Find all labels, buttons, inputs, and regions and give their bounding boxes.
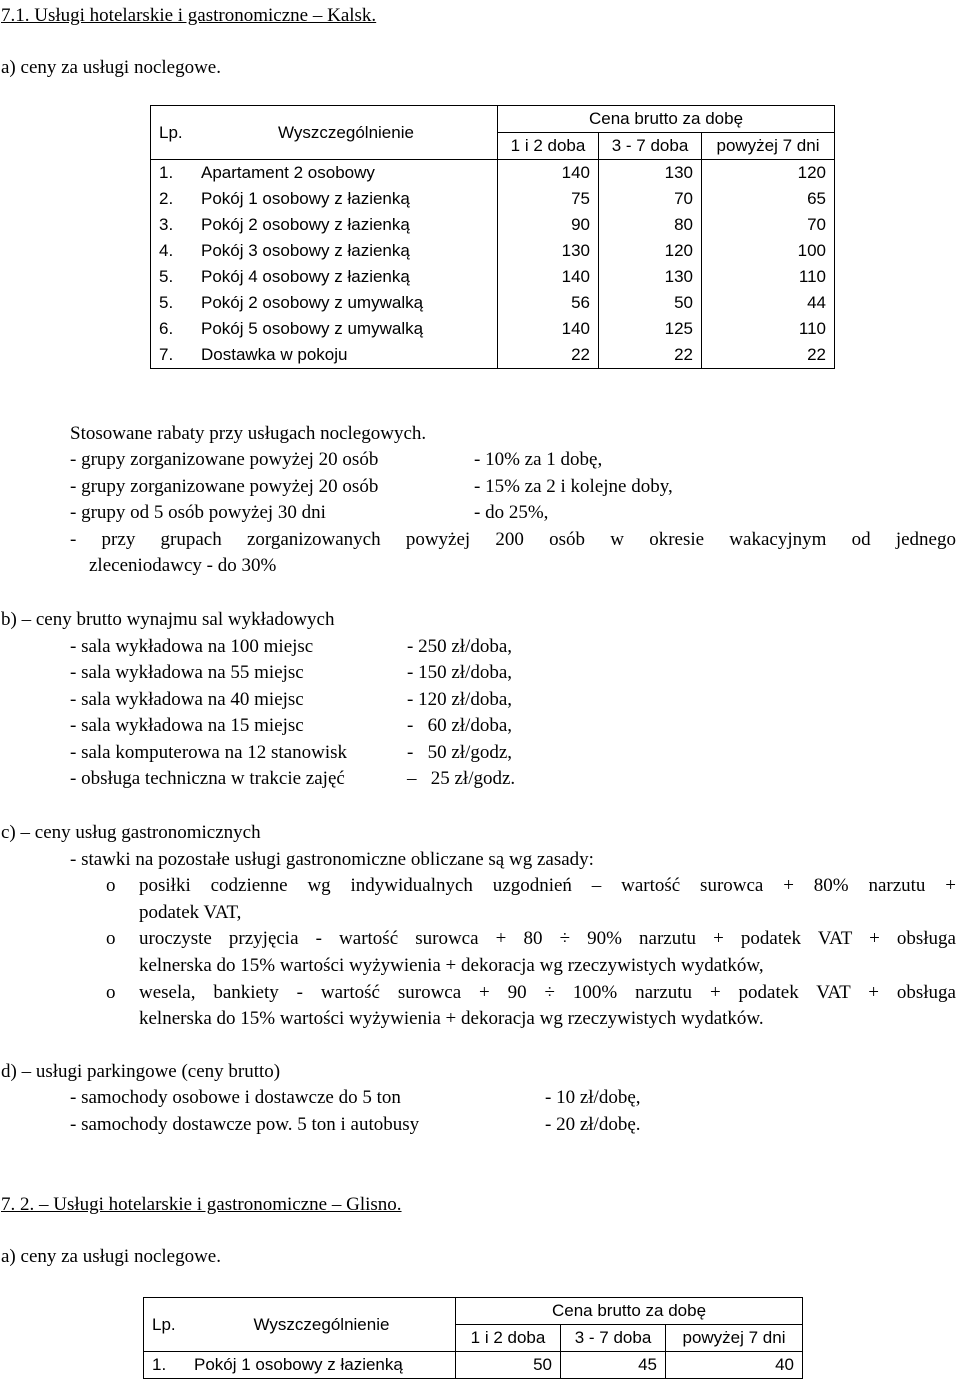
table-row (151, 264, 835, 290)
row-val-3: 70 (702, 212, 835, 238)
section-heading-glisno: 7. 2. – Usługi hotelarskie i gastronomiczne – Glisno. (1, 1194, 402, 1215)
price-table-glisno (143, 1297, 803, 1379)
parking-item-right: - 20 zł/dobę. (545, 1114, 641, 1135)
row-val-3: 22 (702, 342, 835, 369)
row-lp: 5. (151, 264, 196, 290)
row-val-3: 110 (702, 264, 835, 290)
row-desc: Pokój 2 osobowy z umywalką (195, 290, 498, 316)
row-val-1: 50 (456, 1352, 561, 1379)
row-val-1: 75 (498, 186, 599, 212)
parking-item-right: - 10 zł/dobę, (545, 1087, 641, 1108)
row-val-3: 65 (702, 186, 835, 212)
row-lp: 3. (151, 212, 196, 238)
discount-item-left: - grupy zorganizowane powyżej 20 osób (70, 476, 379, 497)
row-val-2: 120 (599, 238, 702, 264)
row-lp: 4. (151, 238, 196, 264)
gastro-item-line2: kelnerska do 15% wartości wyżywienia + dekoracja wg rzeczywistych wydatków, (139, 955, 764, 976)
bullet-marker: o (106, 982, 116, 1003)
table-row (151, 290, 835, 316)
header-price-group: Cena brutto za dobę (456, 1298, 803, 1325)
row-val-1: 140 (498, 316, 599, 342)
row-lp: 7. (151, 342, 196, 369)
hall-item-left: - sala wykładowa na 15 miejsc (70, 715, 304, 736)
row-val-2: 22 (599, 342, 702, 369)
header-desc: Wyszczególnienie (188, 1298, 456, 1352)
header-col-3: powyżej 7 dni (702, 133, 835, 160)
discount-long-item-cont: zleceniodawcy - do 30% (89, 555, 277, 576)
hall-item-right: - 150 zł/doba, (407, 662, 513, 683)
hall-item-left: - obsługa techniczna w trakcie zajęć (70, 768, 345, 789)
row-desc: Pokój 3 osobowy z łazienką (195, 238, 498, 264)
row-val-1: 140 (498, 264, 599, 290)
row-val-1: 22 (498, 342, 599, 369)
table-row (151, 238, 835, 264)
discount-long-item: - przy grupach zorganizowanych powyżej 200 osób w okresie wakacyjnym od jednego (70, 529, 956, 550)
row-val-1: 130 (498, 238, 599, 264)
row-desc: Dostawka w pokoju (195, 342, 498, 369)
row-val-2: 70 (599, 186, 702, 212)
row-val-3: 44 (702, 290, 835, 316)
row-lp: 5. (151, 290, 196, 316)
row-val-2: 125 (599, 316, 702, 342)
gastro-item-line2: podatek VAT, (139, 902, 242, 923)
hall-item-right: - 250 zł/doba, (407, 636, 513, 657)
gastro-item-line1: wesela, bankiety - wartość surowca + 90 ÷ 100% narzutu + podatek VAT + obsługa (139, 982, 956, 1003)
hall-item-right: - 50 zł/godz, (407, 742, 513, 763)
bullet-marker: o (106, 875, 116, 896)
gastro-item-line2: kelnerska do 15% wartości wyżywienia + dekoracja wg rzeczywistych wydatków. (139, 1008, 764, 1029)
table-row (151, 316, 835, 342)
table-row (151, 342, 835, 369)
row-val-3: 120 (702, 160, 835, 187)
subheading-accommodation-prices-2: a) ceny za usługi noclegowe. (1, 1246, 221, 1267)
row-lp: 1. (144, 1352, 189, 1379)
gastro-title: c) – ceny usług gastronomicznych (1, 822, 261, 843)
parking-title: d) – usługi parkingowe (ceny brutto) (1, 1061, 281, 1082)
subheading-accommodation-prices: a) ceny za usługi noclegowe. (1, 57, 221, 78)
row-desc: Pokój 5 osobowy z umywalką (195, 316, 498, 342)
header-lp: Lp. (151, 106, 196, 160)
gastro-item-line1: uroczyste przyjęcia - wartość surowca + 80 ÷ 90% narzutu + podatek VAT + obsługa (139, 928, 956, 949)
row-val-2: 45 (561, 1352, 666, 1379)
hall-item-right: - 60 zł/doba, (407, 715, 513, 736)
header-col-2: 3 - 7 doba (599, 133, 702, 160)
row-desc: Pokój 4 osobowy z łazienką (195, 264, 498, 290)
row-desc: Pokój 2 osobowy z łazienką (195, 212, 498, 238)
parking-item-left: - samochody osobowe i dostawcze do 5 ton (70, 1087, 401, 1108)
table-row (151, 186, 835, 212)
row-lp: 6. (151, 316, 196, 342)
row-val-2: 130 (599, 264, 702, 290)
header-col-3: powyżej 7 dni (666, 1325, 803, 1352)
header-lp: Lp. (144, 1298, 189, 1352)
row-val-3: 100 (702, 238, 835, 264)
row-val-3: 40 (666, 1352, 803, 1379)
row-val-2: 50 (599, 290, 702, 316)
bullet-marker: o (106, 928, 116, 949)
table-row (151, 212, 835, 238)
header-col-1: 1 i 2 doba (456, 1325, 561, 1352)
row-val-1: 90 (498, 212, 599, 238)
row-lp: 2. (151, 186, 196, 212)
price-table-kalsk (150, 105, 835, 369)
row-desc: Pokój 1 osobowy z łazienką (195, 186, 498, 212)
hall-item-right: - 120 zł/doba, (407, 689, 513, 710)
header-col-2: 3 - 7 doba (561, 1325, 666, 1352)
parking-item-left: - samochody dostawcze pow. 5 ton i autobusy (70, 1114, 420, 1135)
row-val-1: 140 (498, 160, 599, 187)
row-lp: 1. (151, 160, 196, 187)
discount-item-left: - grupy od 5 osób powyżej 30 dni (70, 502, 326, 523)
hall-item-right: – 25 zł/godz. (407, 768, 516, 789)
row-val-1: 56 (498, 290, 599, 316)
hall-item-left: - sala wykładowa na 55 miejsc (70, 662, 304, 683)
discount-item-right: - 15% za 2 i kolejne doby, (474, 476, 673, 497)
gastro-intro: - stawki na pozostałe usługi gastronomiczne obliczane są wg zasady: (70, 849, 594, 870)
row-val-2: 80 (599, 212, 702, 238)
discount-item-right: - 10% za 1 dobę, (474, 449, 603, 470)
section-heading-kalsk: 7.1. Usługi hotelarskie i gastronomiczne – Kalsk. (1, 5, 377, 26)
hall-item-left: - sala wykładowa na 100 miejsc (70, 636, 314, 657)
gastro-item-line1: posiłki codzienne wg indywidualnych uzgodnień – wartość surowca + 80% narzutu + (139, 875, 956, 896)
header-col-1: 1 i 2 doba (498, 133, 599, 160)
row-val-3: 110 (702, 316, 835, 342)
table-row (151, 160, 835, 187)
row-val-2: 130 (599, 160, 702, 187)
hall-item-left: - sala wykładowa na 40 miejsc (70, 689, 304, 710)
hall-item-left: - sala komputerowa na 12 stanowisk (70, 742, 348, 763)
header-desc: Wyszczególnienie (195, 106, 498, 160)
row-desc: Pokój 1 osobowy z łazienką (188, 1352, 456, 1379)
discounts-title: Stosowane rabaty przy usługach noclegowych. (70, 423, 427, 444)
row-desc: Apartament 2 osobowy (195, 160, 498, 187)
discount-item-left: - grupy zorganizowane powyżej 20 osób (70, 449, 379, 470)
halls-title: b) – ceny brutto wynajmu sal wykładowych (1, 609, 335, 630)
table-row (144, 1352, 803, 1379)
discount-item-right: - do 25%, (474, 502, 549, 523)
header-price-group: Cena brutto za dobę (498, 106, 835, 133)
